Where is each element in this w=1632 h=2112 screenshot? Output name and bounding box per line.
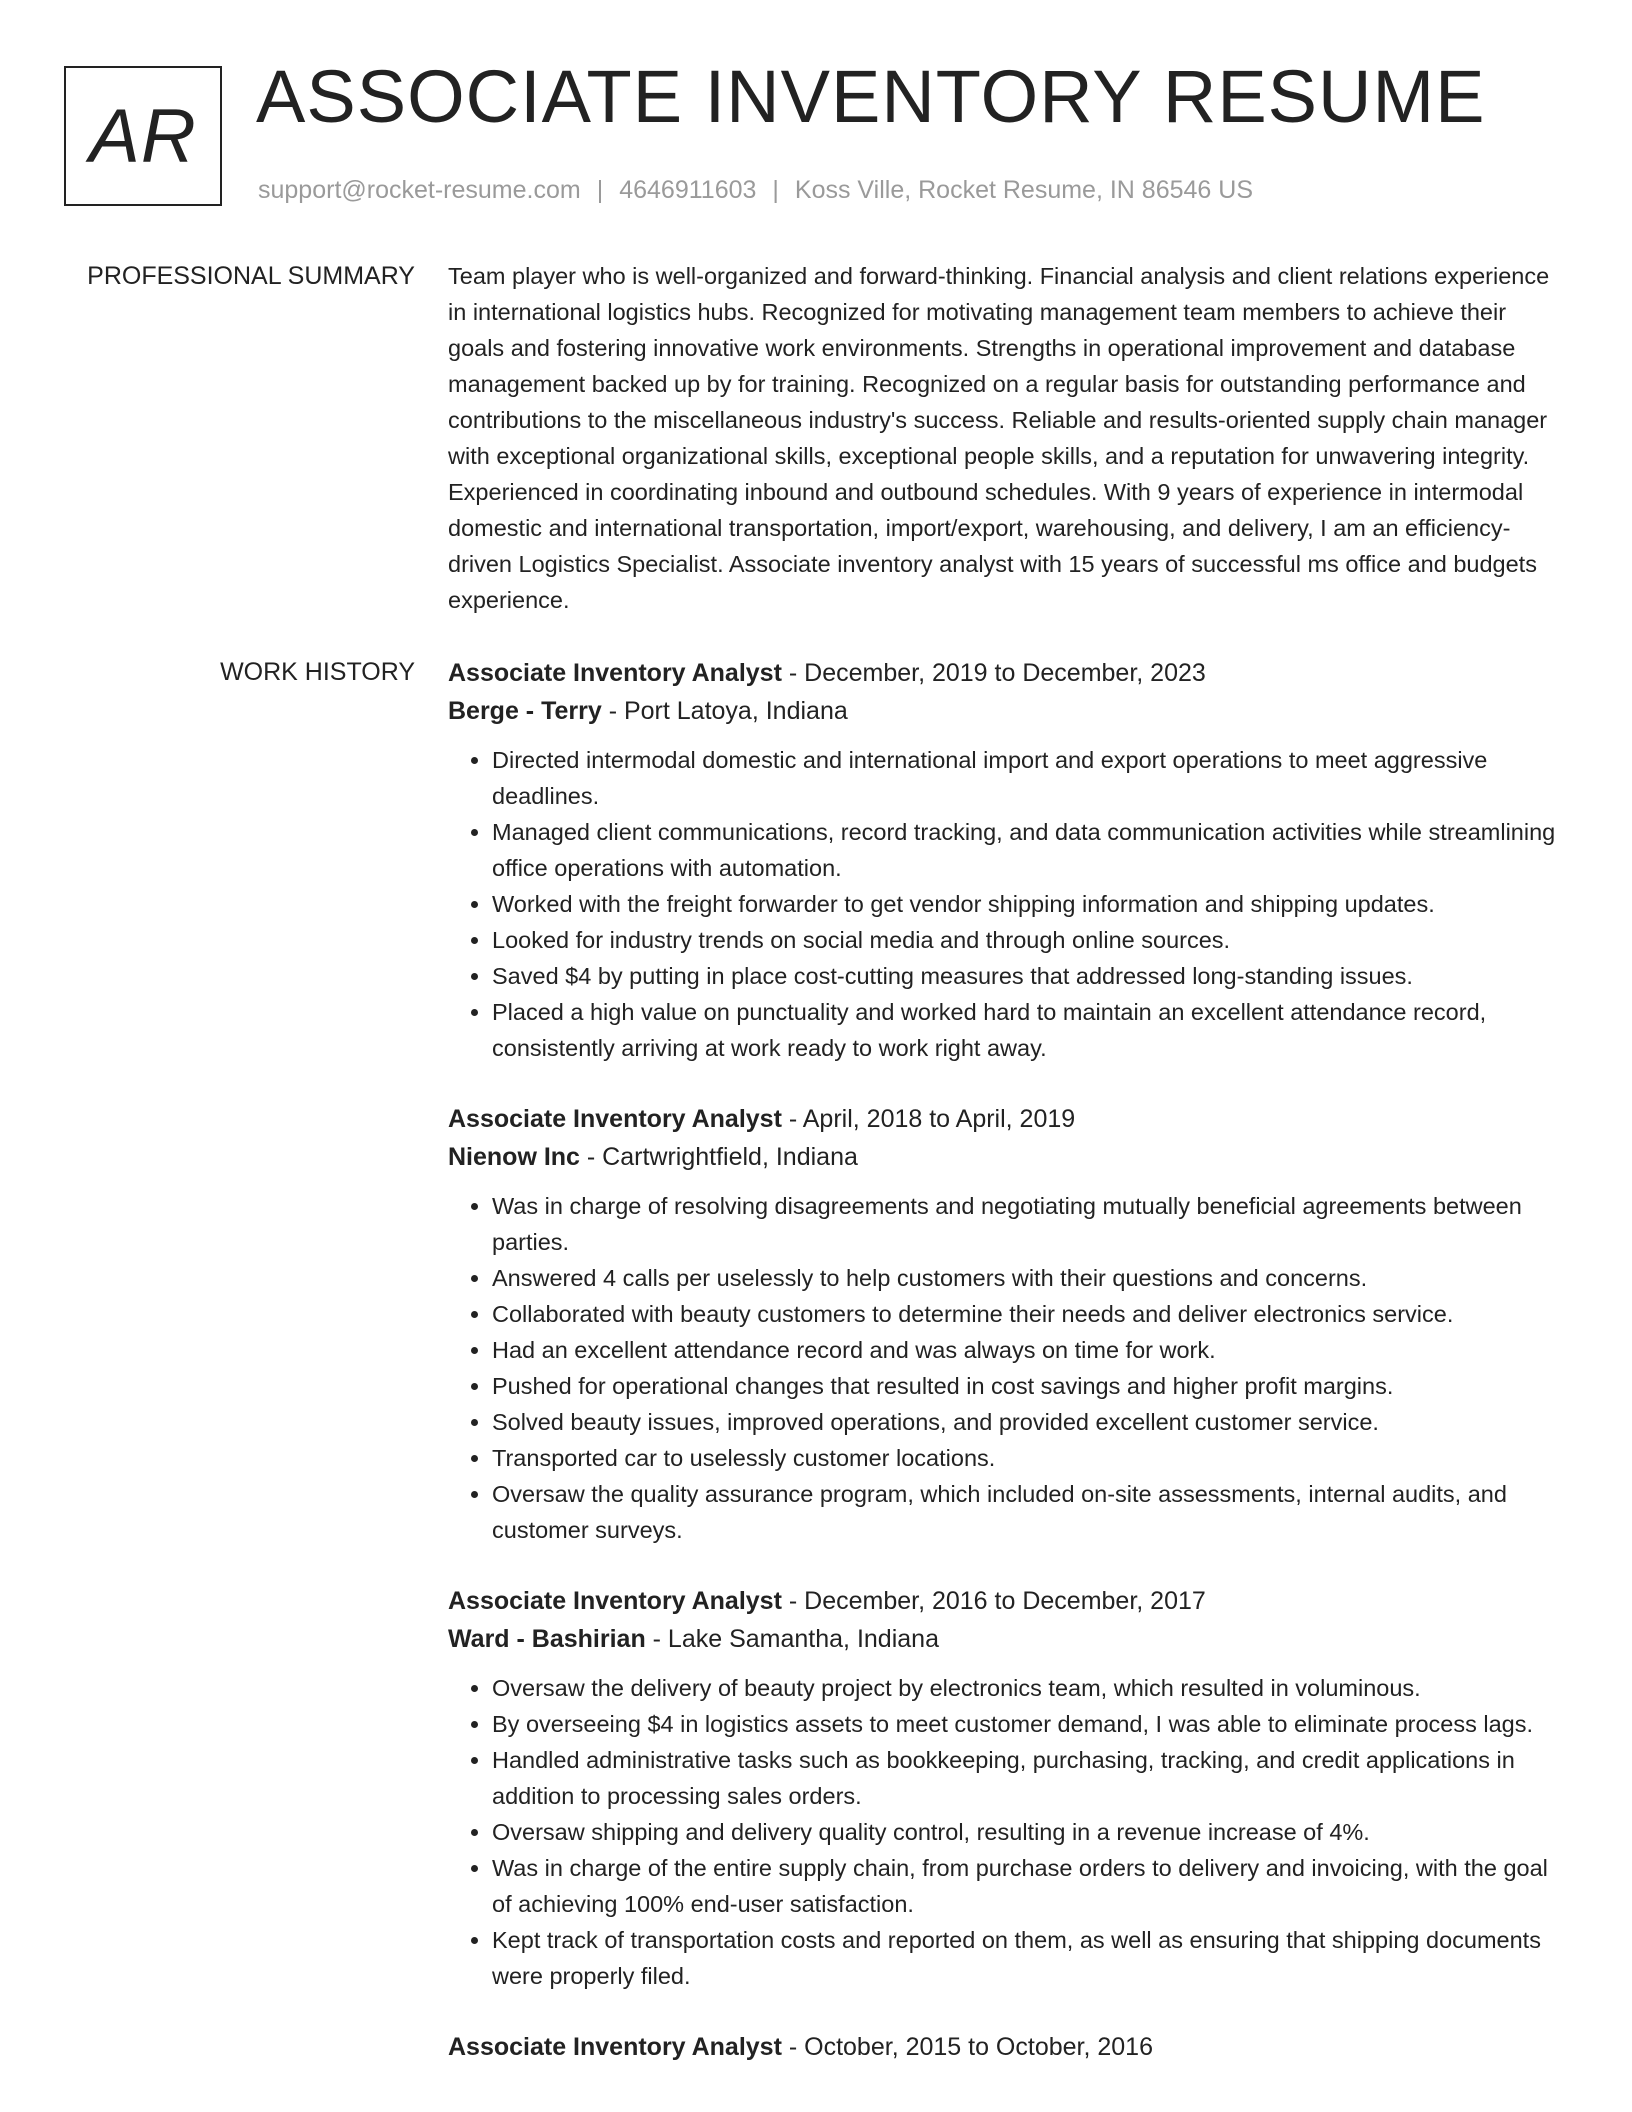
job-bullet-list xyxy=(448,1670,1566,1994)
job-title: Associate Inventory Analyst xyxy=(448,659,782,687)
job-bullet: • Was in charge of the entire supply chain, from purchase orders to delivery and invoicing, with the goal of achieving 100% end-user satisfaction. xyxy=(492,1850,1566,1922)
job-company: Ward - Bashirian xyxy=(448,1625,646,1653)
job-company-line xyxy=(448,692,1566,730)
job-title-line xyxy=(448,654,1566,692)
job-entry xyxy=(448,2028,1566,2066)
summary-text: Team player who is well-organized and forward-thinking. Financial analysis and client relations experience in international logistics hubs. Recognized for motivating management team members to achieve their goals and fostering innovative work environments. Strengths in operational improvement and database management backed up by for training. Recognized on a regular basis for outstanding performance and contributions to the miscellaneous industry's success. Reliable and results-oriented supply chain manager with exceptional organizational skills, exceptional people skills, and a reputation for unwavering integrity. Experienced in coordinating inbound and outbound schedules. With 9 years of experience in intermodal domestic and international transportation, import/export, warehousing, and delivery, I am an efficiency-driven Logistics Specialist. Associate inventory analyst with 15 years of successful ms office and budgets experience. xyxy=(448,263,1550,613)
job-bullet: • Answered 4 calls per uselessly to help customers with their questions and concerns. xyxy=(492,1260,1566,1296)
work-history-label: WORK HISTORY xyxy=(220,658,415,686)
job-bullet: • Directed intermodal domestic and international import and export operations to meet aggressive deadlines. xyxy=(492,742,1566,814)
job-bullet: • Oversaw the delivery of beauty project by electronics team, which resulted in voluminous. xyxy=(492,1670,1566,1706)
monogram-initials: AR xyxy=(89,93,197,179)
job-bullet: • Had an excellent attendance record and was always on time for work. xyxy=(492,1332,1566,1368)
job-bullet: • Saved $4 by putting in place cost-cutting measures that addressed long-standing issues. xyxy=(492,958,1566,994)
job-bullet: • Oversaw the quality assurance program, which included on-site assessments, internal audits, and customer surveys. xyxy=(492,1476,1566,1548)
job-title: Associate Inventory Analyst xyxy=(448,1105,782,1133)
job-bullet: • Handled administrative tasks such as bookkeeping, purchasing, tracking, and credit applications in addition to processing sales orders. xyxy=(492,1742,1566,1814)
job-dates: - December, 2016 to December, 2017 xyxy=(781,1587,1206,1615)
monogram-badge xyxy=(64,66,222,206)
job-company-line xyxy=(448,1620,1566,1658)
summary-body xyxy=(448,258,1566,618)
job-location: - Port Latoya, Indiana xyxy=(601,697,848,725)
contact-separator: | xyxy=(772,176,779,204)
job-bullet: • Placed a high value on punctuality and worked hard to maintain an excellent attendance record, consistently arriving at work ready to work right away. xyxy=(492,994,1566,1066)
job-bullet: • Transported car to uselessly customer locations. xyxy=(492,1440,1566,1476)
contact-address: Koss Ville, Rocket Resume, IN 86546 US xyxy=(794,176,1253,204)
job-dates: - October, 2015 to October, 2016 xyxy=(781,2033,1153,2061)
job-company: Nienow Inc xyxy=(448,1143,580,1171)
job-title-line xyxy=(448,1100,1566,1138)
job-location: - Lake Samantha, Indiana xyxy=(645,1625,939,1653)
job-company: Berge - Terry xyxy=(448,697,602,725)
job-bullet: • Oversaw shipping and delivery quality control, resulting in a revenue increase of 4%. xyxy=(492,1814,1566,1850)
summary-label: PROFESSIONAL SUMMARY xyxy=(87,262,415,290)
job-bullet-list xyxy=(448,1188,1566,1548)
job-title: Associate Inventory Analyst xyxy=(448,1587,782,1615)
contact-phone[interactable]: 4646911603 xyxy=(619,176,757,204)
job-bullet: • Solved beauty issues, improved operations, and provided excellent customer service. xyxy=(492,1404,1566,1440)
job-bullet: • By overseeing $4 in logistics assets to meet customer demand, I was able to eliminate process lags. xyxy=(492,1706,1566,1742)
job-entry xyxy=(448,1100,1566,1548)
job-bullet: • Worked with the freight forwarder to get vendor shipping information and shipping updates. xyxy=(492,886,1566,922)
contact-line xyxy=(258,176,1253,205)
job-title-line xyxy=(448,2028,1566,2066)
job-title-line xyxy=(448,1582,1566,1620)
job-location: - Cartwrightfield, Indiana xyxy=(579,1143,858,1171)
job-bullet: • Collaborated with beauty customers to determine their needs and deliver electronics service. xyxy=(492,1296,1566,1332)
resume-title: ASSOCIATE INVENTORY RESUME xyxy=(256,55,1486,138)
job-company-line xyxy=(448,1138,1566,1176)
job-dates: - April, 2018 to April, 2019 xyxy=(781,1105,1076,1133)
work-history-body xyxy=(448,654,1566,2100)
job-title: Associate Inventory Analyst xyxy=(448,2033,782,2061)
job-bullet-list xyxy=(448,742,1566,1066)
job-entry xyxy=(448,654,1566,1066)
job-bullet: • Managed client communications, record tracking, and data communication activities while streamlining office operations with automation. xyxy=(492,814,1566,886)
job-bullet: • Was in charge of resolving disagreements and negotiating mutually beneficial agreements between parties. xyxy=(492,1188,1566,1260)
job-bullet: • Looked for industry trends on social media and through online sources. xyxy=(492,922,1566,958)
contact-email[interactable]: support@rocket-resume.com xyxy=(258,176,581,204)
job-bullet: • Kept track of transportation costs and reported on them, as well as ensuring that shipping documents were properly filed. xyxy=(492,1922,1566,1994)
job-entry xyxy=(448,1582,1566,1994)
job-bullet: • Pushed for operational changes that resulted in cost savings and higher profit margins. xyxy=(492,1368,1566,1404)
job-dates: - December, 2019 to December, 2023 xyxy=(781,659,1206,687)
contact-separator: | xyxy=(596,176,604,204)
